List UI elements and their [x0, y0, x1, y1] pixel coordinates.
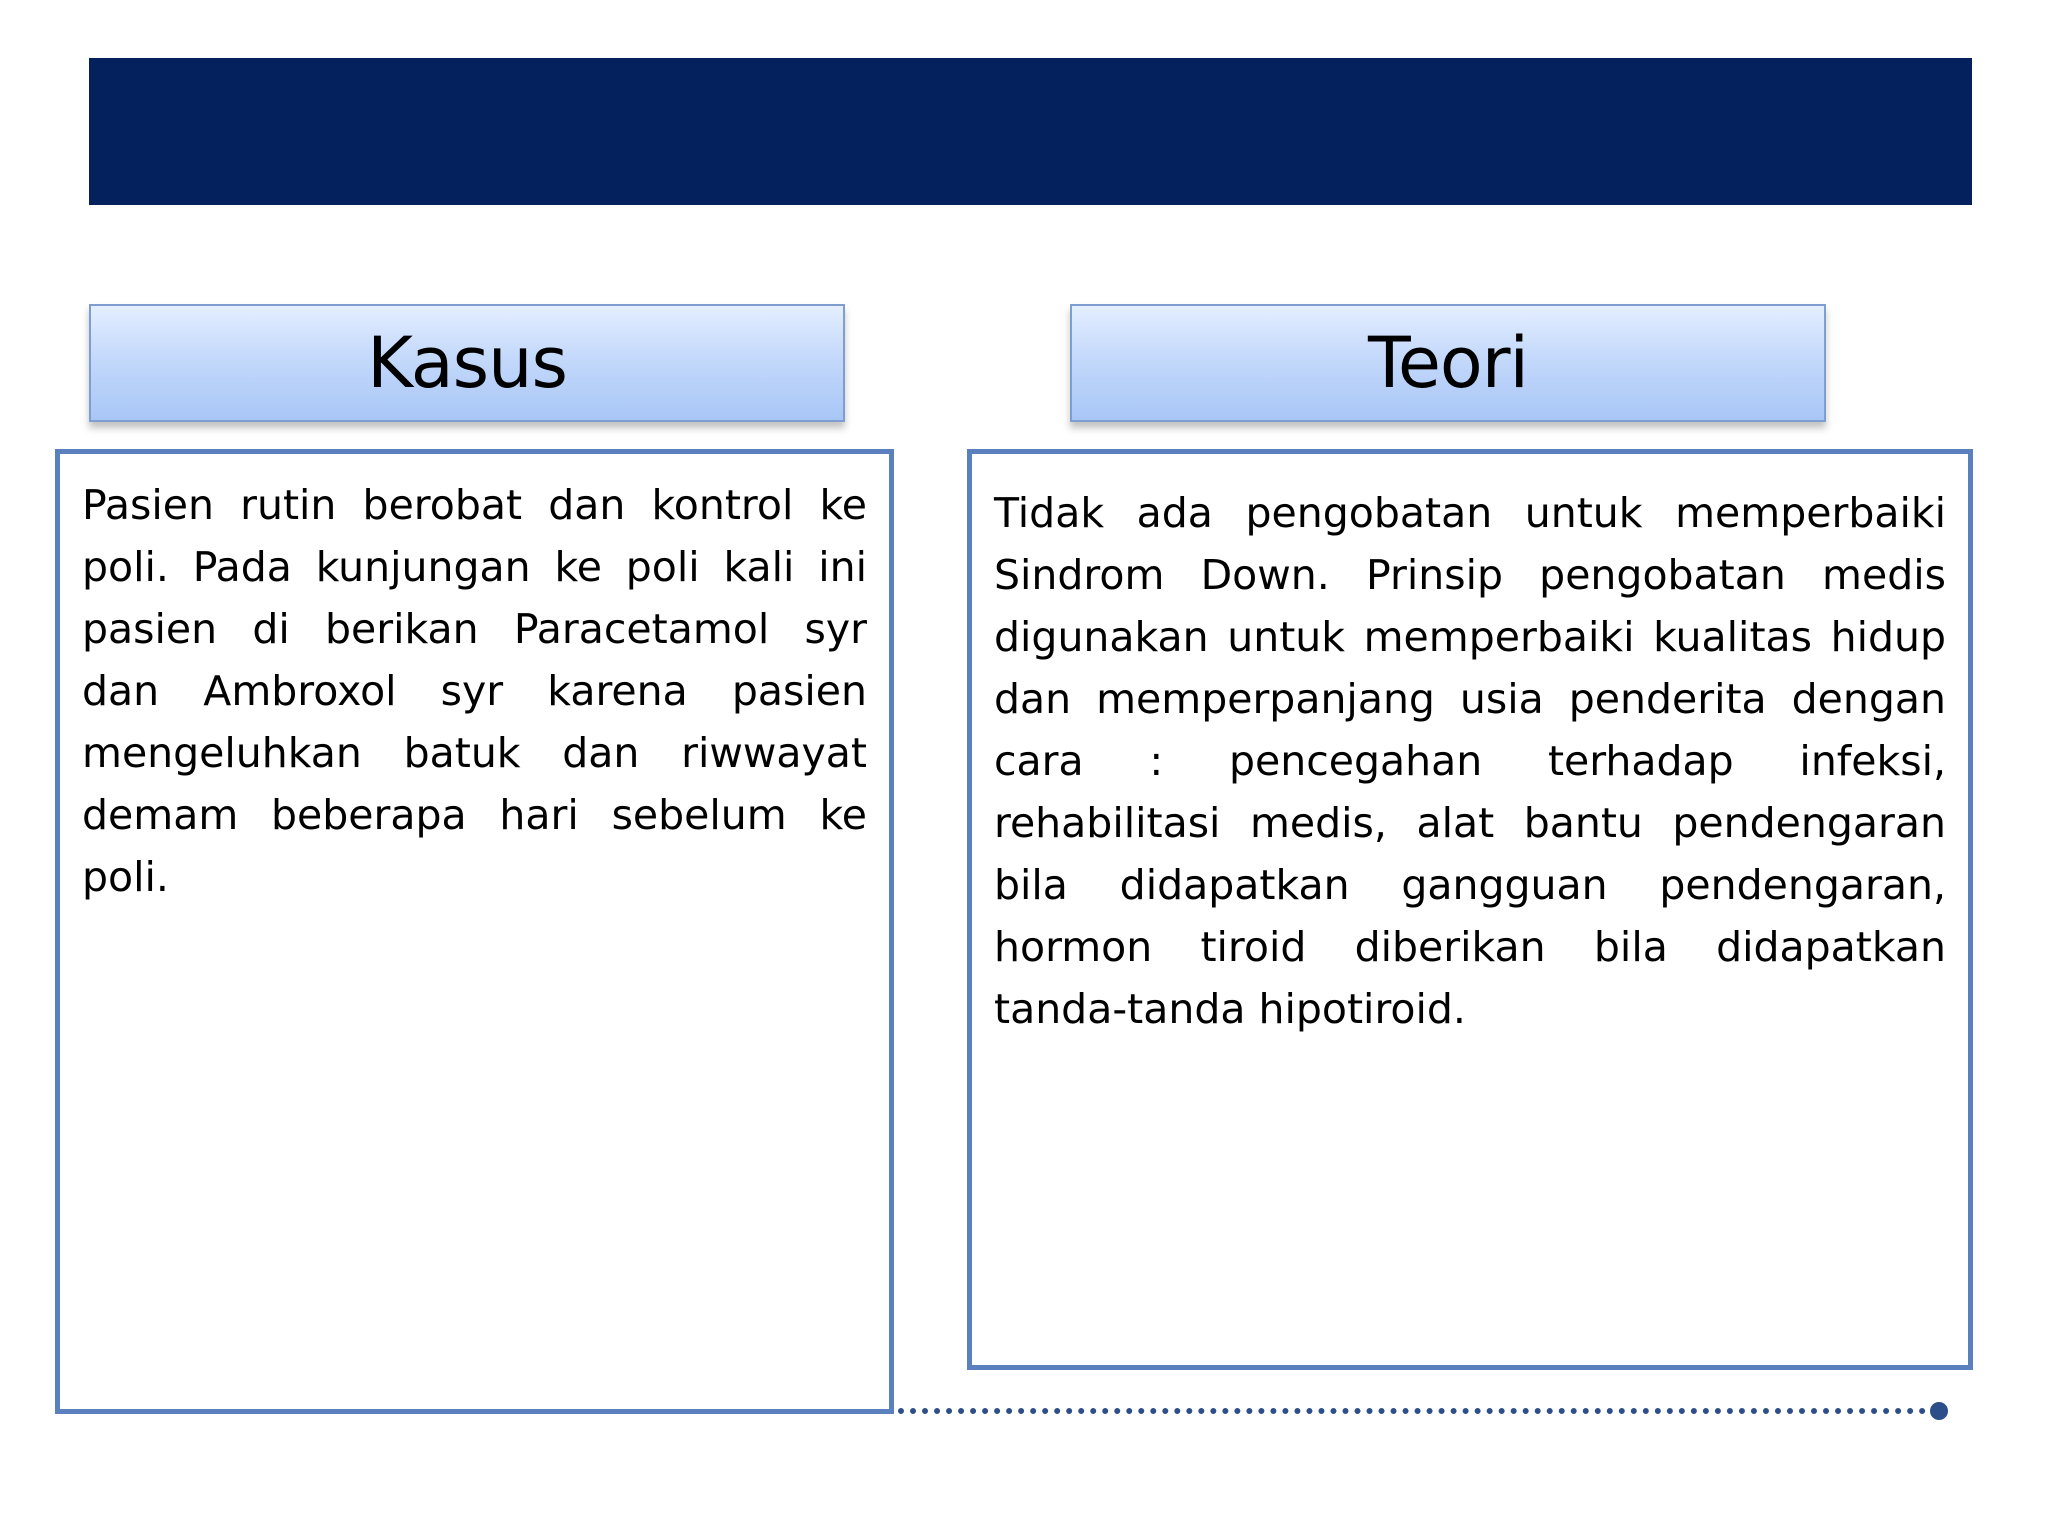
teori-text: Tidak ada pengobatan untuk memperbaiki Sindrom Down. Prinsip pengobatan medis digunakan untuk memperbaiki kualitas hidup dan memperpanjang usia penderita dengan cara : pencegahan terhadap infeksi, rehabilitasi medis, alat bantu pendengaran bila didapatkan gangguan pendengaran, hormon tiroid diberikan bila didapatkan tanda-tanda hipotiroid.	[994, 489, 1946, 1033]
kasus-text: Pasien rutin berobat dan kontrol ke poli. Pada kunjungan ke poli kali ini pasien di berikan Paracetamol syr dan Ambroxol syr karena pasien mengeluhkan batuk dan riwwayat demam beberapa hari sebelum ke poli.	[82, 481, 867, 901]
teori-content-box	[967, 449, 1973, 1370]
connector-end-dot	[1930, 1402, 1948, 1420]
kasus-header: Kasus	[89, 304, 845, 422]
slide-title-bar	[89, 58, 1972, 205]
teori-header: Teori	[1070, 304, 1826, 422]
kasus-content-box	[55, 449, 894, 1414]
dotted-connector-line	[898, 1408, 1938, 1414]
